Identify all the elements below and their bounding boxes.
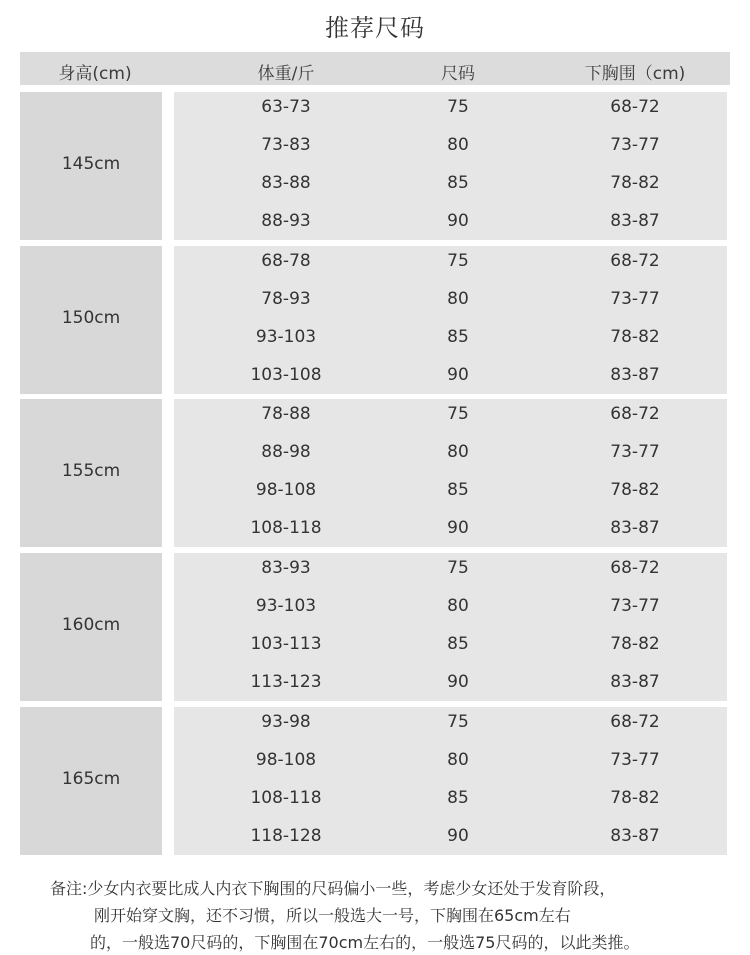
size-value: 85 (447, 634, 469, 654)
header-size: 尺码 (441, 64, 475, 84)
size-value: 85 (447, 327, 469, 347)
table-row (174, 513, 727, 551)
height-cell (20, 92, 162, 240)
weight-value: 98-108 (255, 480, 317, 500)
table-row (174, 745, 727, 783)
underbust-value: 68-72 (610, 251, 660, 271)
size-value: 75 (447, 712, 469, 732)
underbust-value: 83-87 (610, 826, 660, 846)
table-header (20, 52, 730, 85)
table-row (174, 475, 727, 513)
table-row (174, 168, 727, 206)
table-row (174, 629, 727, 667)
underbust-value: 78-82 (610, 327, 660, 347)
note-line-2: 刚开始穿文胸，还不习惯，所以一般选大一号，下胸围在65cm左右 (94, 906, 571, 925)
note-line-3: 的，一般选70尺码的，下胸围在70cm左右的，一般选75尺码的，以此类推。 (90, 933, 640, 952)
weight-value: 78-93 (261, 289, 311, 309)
table-row (174, 130, 727, 168)
size-value: 90 (447, 826, 469, 846)
data-cell (174, 707, 727, 855)
weight-value: 88-98 (261, 442, 311, 462)
size-value: 85 (447, 480, 469, 500)
size-value: 80 (447, 289, 469, 309)
weight-value: 108-118 (250, 518, 322, 538)
height-value: 155cm (61, 461, 121, 481)
size-value: 85 (447, 788, 469, 808)
underbust-value: 73-77 (610, 750, 660, 770)
underbust-value: 68-72 (610, 558, 660, 578)
size-value: 75 (447, 558, 469, 578)
weight-value: 98-108 (255, 750, 317, 770)
header-weight: 体重/斤 (257, 64, 315, 84)
size-value: 80 (447, 596, 469, 616)
height-value: 150cm (61, 308, 121, 328)
table-row (174, 783, 727, 821)
height-cell (20, 707, 162, 855)
size-group-155 (20, 399, 730, 547)
weight-value: 88-93 (261, 211, 311, 231)
underbust-value: 73-77 (610, 135, 660, 155)
page-title: 推荐尺码 (325, 14, 425, 42)
table-row (174, 206, 727, 244)
table-row (174, 246, 727, 284)
size-value: 80 (447, 442, 469, 462)
weight-value: 93-103 (255, 596, 317, 616)
weight-value: 103-108 (250, 365, 322, 385)
table-row (174, 821, 727, 859)
weight-value: 93-98 (261, 712, 311, 732)
table-row (174, 707, 727, 745)
size-value: 90 (447, 518, 469, 538)
height-cell (20, 553, 162, 701)
header-underbust: 下胸围（cm) (584, 64, 686, 84)
size-value: 80 (447, 750, 469, 770)
height-cell (20, 246, 162, 394)
size-value: 80 (447, 135, 469, 155)
weight-value: 68-78 (261, 251, 311, 271)
header-height: 身高(cm) (58, 64, 132, 84)
height-cell (20, 399, 162, 547)
data-cell (174, 246, 727, 394)
table-row (174, 437, 727, 475)
underbust-value: 78-82 (610, 480, 660, 500)
weight-value: 83-88 (261, 173, 311, 193)
weight-value: 93-103 (255, 327, 317, 347)
underbust-value: 83-87 (610, 518, 660, 538)
size-value: 90 (447, 672, 469, 692)
underbust-value: 83-87 (610, 211, 660, 231)
table-row (174, 92, 727, 130)
underbust-value: 83-87 (610, 365, 660, 385)
size-value: 75 (447, 97, 469, 117)
table-row (174, 322, 727, 360)
height-value: 165cm (61, 769, 121, 789)
table-row (174, 591, 727, 629)
height-value: 145cm (61, 154, 121, 174)
table-row (174, 399, 727, 437)
weight-value: 78-88 (261, 404, 311, 424)
size-value: 90 (447, 365, 469, 385)
table-row (174, 360, 727, 398)
weight-value: 83-93 (261, 558, 311, 578)
underbust-value: 78-82 (610, 634, 660, 654)
weight-value: 73-83 (261, 135, 311, 155)
size-value: 85 (447, 173, 469, 193)
height-value: 160cm (61, 615, 121, 635)
note-line-1: 备注:少女内衣要比成人内衣下胸围的尺码偏小一些，考虑少女还处于发育阶段， (50, 879, 616, 898)
underbust-value: 73-77 (610, 442, 660, 462)
size-value: 75 (447, 404, 469, 424)
size-group-150 (20, 246, 730, 394)
underbust-value: 68-72 (610, 404, 660, 424)
underbust-value: 73-77 (610, 596, 660, 616)
table-row (174, 284, 727, 322)
data-cell (174, 553, 727, 701)
underbust-value: 73-77 (610, 289, 660, 309)
data-cell (174, 399, 727, 547)
weight-value: 108-118 (250, 788, 322, 808)
weight-value: 103-113 (250, 634, 322, 654)
table-row (174, 553, 727, 591)
size-value: 90 (447, 211, 469, 231)
size-group-165 (20, 707, 730, 855)
size-value: 75 (447, 251, 469, 271)
underbust-value: 78-82 (610, 173, 660, 193)
data-cell (174, 92, 727, 240)
underbust-value: 83-87 (610, 672, 660, 692)
weight-value: 63-73 (261, 97, 311, 117)
size-group-145 (20, 92, 730, 240)
weight-value: 118-128 (250, 826, 322, 846)
table-row (174, 667, 727, 705)
underbust-value: 68-72 (610, 97, 660, 117)
underbust-value: 68-72 (610, 712, 660, 732)
size-group-160 (20, 553, 730, 701)
weight-value: 113-123 (250, 672, 322, 692)
underbust-value: 78-82 (610, 788, 660, 808)
